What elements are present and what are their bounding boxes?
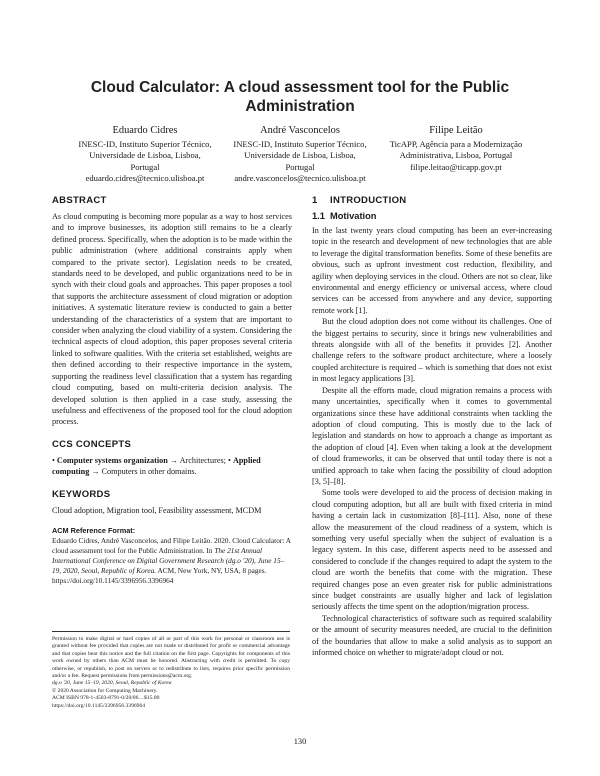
author-affiliation: INESC-ID, Instituto Superior Técnico,: [233, 138, 367, 149]
abstract-text: As cloud computing is becoming more popular as a way to host services and to improve businesses, its adoption still remains to be a clearly defined process. Specifically, when the adoption is to be made within the public administration (where additional constraints apply when compared to the private sector). Legislation needs to be created, standards need to be developed, and public organizations need to be in synch with their cloud goals and approaches. This paper proposes a tool that supports the architecture assessment of cloud migration or adoption initiatives. A systematic literature review is conducted to gain a better understanding of the characteristics of a system that are important to consider when analyzing the cloud viability of a system. Considering the technical aspects of cloud adoption, this paper proposes several criteria linked to software qualities. With the criteria set established, weights are then defined according to their respective importance in the system, supporting the readiness level classification that a system has regarding cloud computing, based on multi-criteria decision analysis. The developed solution is then applied in a case study, assessing the usefulness and effectiveness of the proposed tool for the cloud adoption process.: [52, 212, 292, 427]
acm-reference: [52, 526, 292, 586]
section-number: 1: [312, 195, 318, 206]
ccs-subterm: → Architectures;: [169, 455, 226, 465]
permission-venue: dg.o '20, June 15–19, 2020, Seoul, Republic of Korea: [52, 680, 172, 687]
ccs-term: Computer systems organization: [56, 455, 168, 465]
ccs-bullet: •: [52, 455, 55, 465]
acm-reference-venue: The 21st Annual International Conference on Digital Government Research (dg.o '20), June 15–19, 2020, Seoul, Republic of Korea.: [52, 545, 285, 575]
ccs-concepts: [52, 455, 292, 478]
author-name: André Vasconcelos: [260, 125, 340, 136]
ccs-heading: CCS CONCEPTS: [52, 438, 132, 450]
left-column: [52, 195, 292, 586]
intro-paragraph: Despite all the efforts made, cloud migration remains a process with many uncertainties, specifically when it comes to governmental organizations since these have additional constraints when tackling the adoption of cloud computing. This is mostly due to the lack of legislation and standards on how to approach a change as important as the adoption of cloud [4]. Even when taking a look at the development of cloud frameworks, it can be observed that until today there is not a unified approach to take when facing the possibility of cloud adoption [3, 5]–[8].: [312, 385, 552, 486]
acm-reference-heading: ACM Reference Format:: [52, 525, 136, 535]
author-affiliation: Universidade de Lisboa, Lisboa,: [89, 150, 201, 160]
author-name: Eduardo Cidres: [112, 125, 178, 136]
intro-paragraph: In the last twenty years cloud computing has been an ever-increasing topic in the research and development of new technologies that are able to leverage the digital transformation benefits. Some of these benefits are obvious, such as upfront investment cost reduction, flexibility, and agility when deploying services in the cloud. Others are not so clear, like environmental and energy efficiency or universal access, where cloud services can be accessed from anywhere and any device, supporting remote work [1].: [312, 226, 552, 315]
copyright-line: © 2020 Association for Computing Machinery.: [52, 687, 158, 694]
author-block-3: [361, 125, 551, 173]
section-title: INTRODUCTION: [330, 195, 407, 206]
author-email: eduardo.cidres@tecnico.ulisboa.pt: [85, 173, 205, 183]
author-affiliation: Universidade de Lisboa, Lisboa,: [244, 150, 356, 160]
intro-paragraph: Technological characteristics of software such as required scalability or the amount of security measures needed, are crucial to the definition of the boundaries that allow to make a solid analysis as to support an informed choice on whether to migrate/adopt cloud or not.: [312, 613, 552, 658]
ccs-subterm: → Computers in other domains.: [91, 467, 197, 477]
keywords-text: Cloud adoption, Migration tool, Feasibility assessment, MCDM: [52, 505, 262, 515]
author-affiliation: INESC-ID, Instituto Superior Técnico,: [78, 138, 212, 149]
abstract-heading: ABSTRACT: [52, 195, 107, 206]
ccs-term: Applied computing: [52, 455, 261, 477]
acm-reference-text: Eduardo Cidres, André Vasconcelos, and Filipe Leitão. 2020. Cloud Calculator: A cloud assessment tool for the Public Administration. In: [52, 535, 291, 555]
acm-reference-doi: ACM, New York, NY, USA, 8 pages. https://doi.org/10.1145/3396956.3396964: [52, 565, 267, 585]
paper-title: Cloud Calculator: A cloud assessment tool for the Public Administration: [90, 79, 510, 115]
permission-footnote: [52, 631, 290, 710]
ccs-section: [52, 439, 292, 478]
keywords-section: [52, 489, 292, 516]
author-name: Filipe Leitão: [429, 125, 483, 136]
keywords-heading: KEYWORDS: [52, 488, 111, 500]
intro-paragraph: Some tools were developed to aid the process of decision making in cloud computing adoption, but all are built with fixed criteria in mind having a certain lack in customization [8]–[11]. Also, none of these allow the measurement of the cloud readiness of a system, which is something very useful specially when the subject of evaluation is a legacy system. In this case, different aspects need to be assessed and considered to conclude if the changes required to adapt the system to the cloud are worth the benefits that come with the migration. These required changes pose an even greater risk for public administrations since budget constraints are usually higher and lack of legislation seriously affects the time spent on the adoption/migration process.: [312, 488, 552, 612]
intro-paragraph: But the cloud adoption does not come without its challenges. One of the biggest pertains to security, since it brings new vulnerabilities and threats alongside with all of the benefits it provides [2]. Another challenge refers to the software product architecture, where a loosely coupled architecture is required – which is something that does not exist in most legacy applications [3].: [312, 317, 552, 384]
ccs-bullet: •: [228, 455, 231, 465]
introduction-heading: [312, 195, 552, 206]
author-affiliation: TicAPP, Agência para a Modernização: [389, 138, 523, 149]
permission-text: Permission to make digital or hard copies of all or part of this work for personal or classroom use is granted without fee provided that copies are not made or distributed for profit or commercial advantage and that copies bear this notice and the full citation on the first page. Copyrights for components of this work owned by others than ACM must be honored. Abstracting with credit is permitted. To copy otherwise, or republish, to post on servers or to redistribute to lists, requires prior specific permission and/or a fee. Request permissions from permissions@acm.org.: [52, 636, 290, 680]
subsection-title: Motivation: [330, 211, 377, 221]
isbn-line: ACM ISBN 978-1-4503-8791-0/20/06…$15.00: [52, 695, 160, 702]
author-email: filipe.leitao@ticapp.gov.pt: [410, 161, 502, 172]
right-column: [312, 195, 552, 658]
author-affiliation: Administrativa, Lisboa, Portugal: [399, 150, 513, 160]
author-email: andre.vasconcelos@tecnico.ulisboa.pt: [234, 173, 366, 183]
doi-link[interactable]: https://doi.org/10.1145/3396956.3396964: [52, 702, 146, 709]
motivation-heading: [312, 211, 552, 221]
author-affiliation: Portugal: [130, 161, 160, 172]
subsection-number: 1.1: [312, 211, 325, 221]
page-number: 130: [293, 737, 307, 746]
author-affiliation: Portugal: [285, 161, 315, 172]
